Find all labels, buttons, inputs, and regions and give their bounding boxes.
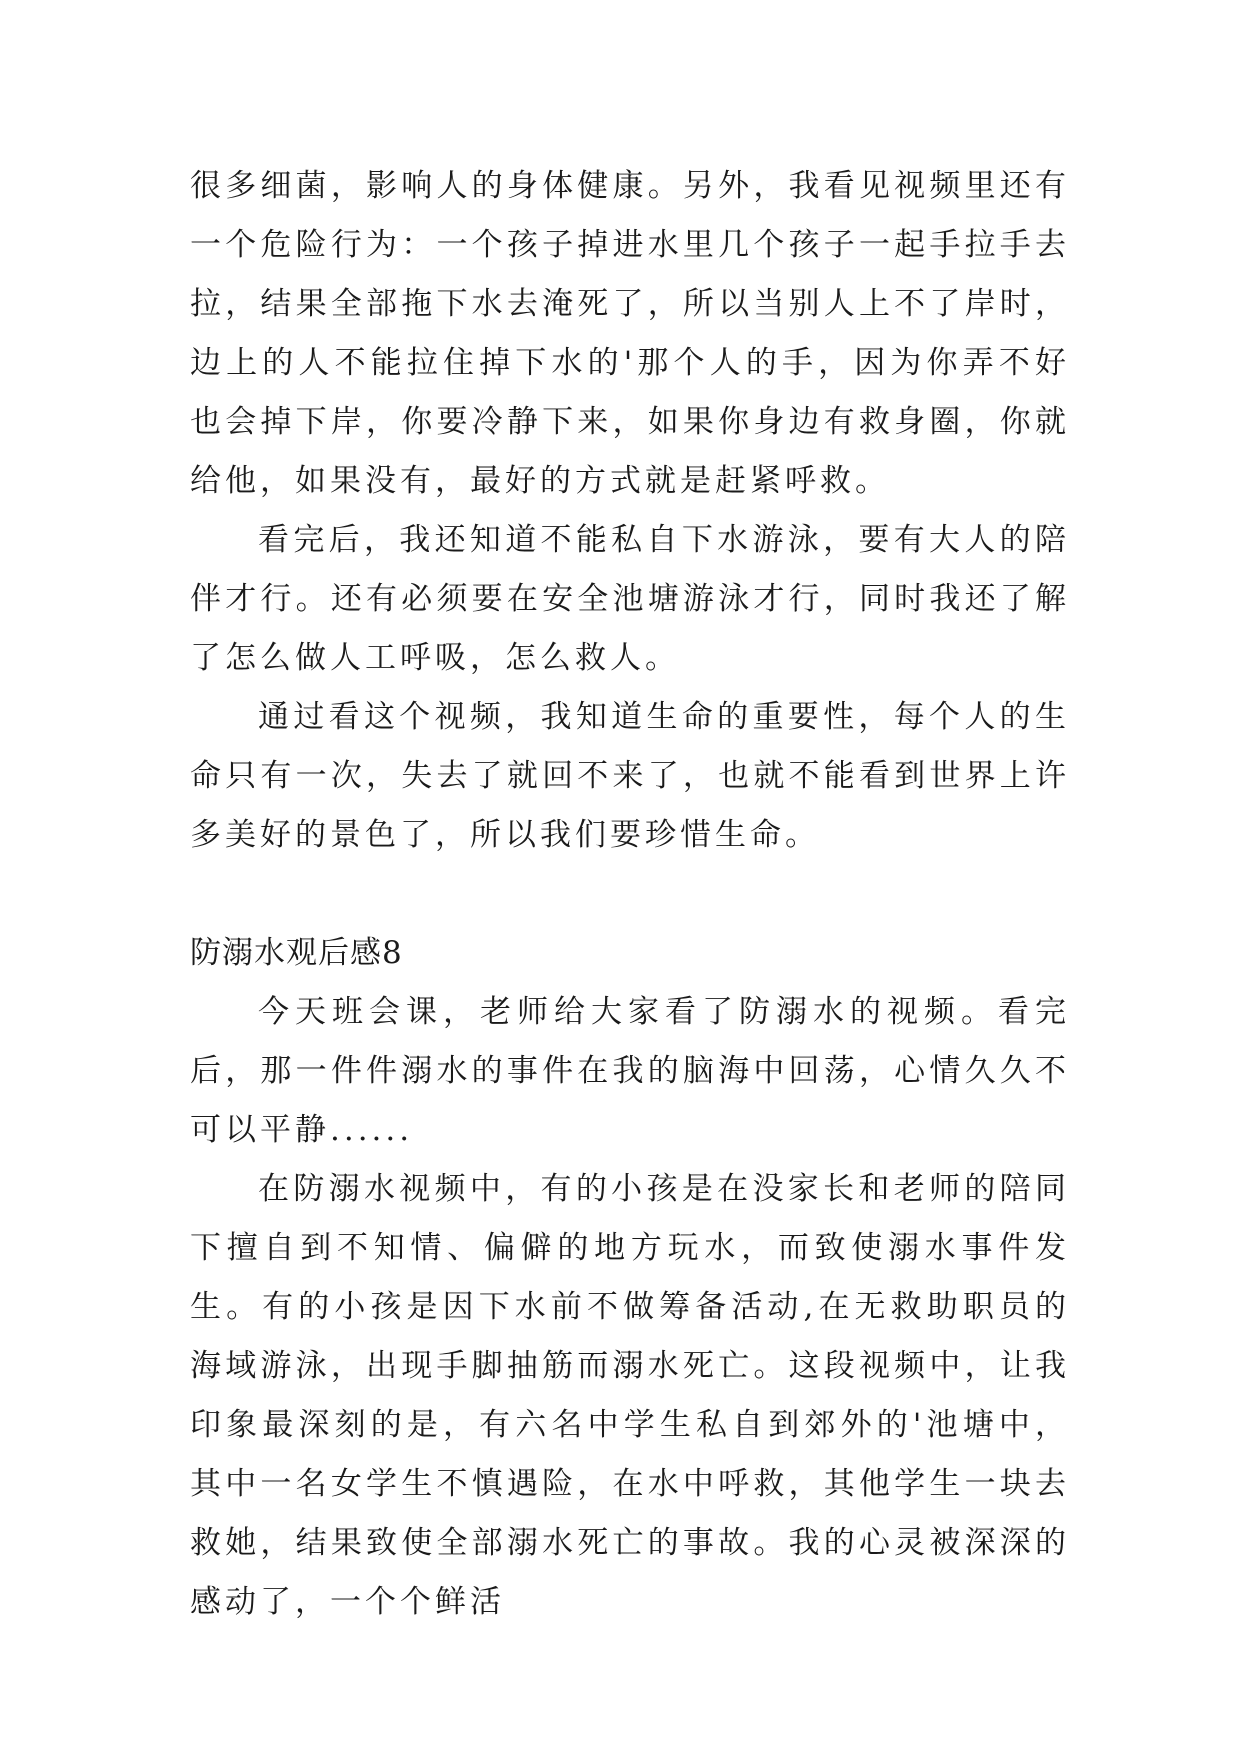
paragraph-4: 今天班会课，老师给大家看了防溺水的视频。看完后，那一件件溺水的事件在我的脑海中回荡，心情久久不可以平静......	[190, 994, 1070, 1148]
paragraph-2: 看完后，我还知道不能私自下水游泳，要有大人的陪伴才行。还有必须要在安全池塘游泳才行，同时我还了解了怎么做人工呼吸，怎么救人。	[190, 522, 1070, 676]
section-title: 防溺水观后感8	[190, 935, 403, 971]
paragraph-1: 很多细菌，影响人的身体健康。另外，我看见视频里还有一个危险行为：一个孩子掉进水里几个孩子一起手拉手去拉，结果全部拖下水去淹死了，所以当别人上不了岸时，边上的人不能拉住掉下水的'那个人的手，因为你弄不好也会掉下岸，你要冷静下来，如果你身边有救身圈，你就给他，如果没有，最好的方式就是赶紧呼救。	[190, 168, 1070, 499]
document-body	[190, 157, 1070, 1632]
paragraph-3: 通过看这个视频，我知道生命的重要性，每个人的生命只有一次，失去了就回不来了，也就不能看到世界上许多美好的景色了，所以我们要珍惜生命。	[190, 699, 1070, 853]
paragraph-5: 在防溺水视频中，有的小孩是在没家长和老师的陪同下擅自到不知情、偏僻的地方玩水，而致使溺水事件发生。有的小孩是因下水前不做筹备活动,在无救助职员的海域游泳，出现手脚抽筋而溺水死亡。这段视频中，让我印象最深刻的是，有六名中学生私自到郊外的'池塘中，其中一名女学生不慎遇险，在水中呼救，其他学生一块去救她，结果致使全部溺水死亡的事故。我的心灵被深深的感动了，一个个鲜活	[190, 1171, 1070, 1620]
